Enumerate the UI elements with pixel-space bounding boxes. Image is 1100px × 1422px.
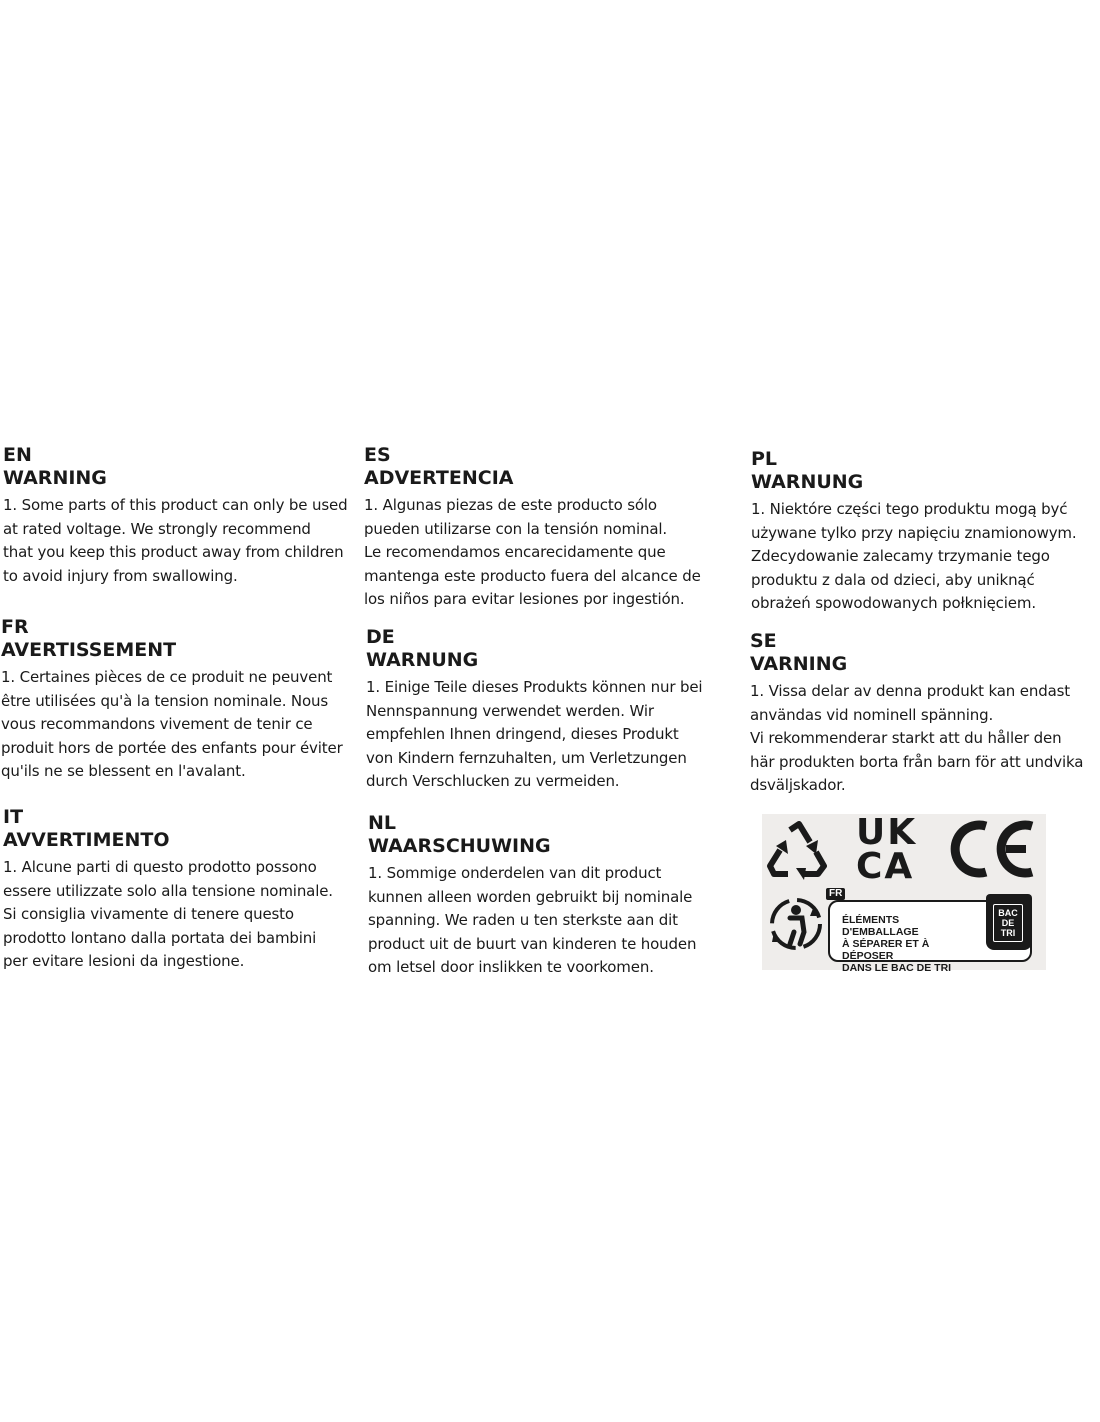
warning-text: 1. Sommige onderdelen van dit product kunnen alleen worden gebruikt bij nominale spanning. We raden u ten sterkste aan dit product uit de buurt van kinderen te houden om letsel door inslikken te voorkomen. <box>368 864 697 976</box>
section-de <box>366 626 726 794</box>
warning-text: 1. Vissa delar av denna produkt kan endast användas vid nominell spänning. Vi rekommenderar starkt att du håller den här produkten borta från barn för att undvika dsväljskador. <box>750 682 1084 794</box>
section-nl <box>368 812 728 980</box>
section-fr <box>1 616 357 784</box>
language-code: EN <box>3 444 32 466</box>
language-code: IT <box>3 806 24 828</box>
warning-text: 1. Einige Teile dieses Produkts können nur bei Nennspannung verwendet werden. Wir empfehlen Ihnen dringend, dieses Produkt von Kindern fernzuhalten, um Verletzungen durch Verschlucken zu vermeiden. <box>366 678 703 790</box>
language-code: SE <box>750 630 777 652</box>
ce-mark <box>948 818 1040 880</box>
warning-text: 1. Niektóre części tego produktu mogą być używane tylko przy napięciu znamionowym. Zdecydowanie zalecamy trzymanie tego produktu z dala od dzieci, aby uniknąć obrażeń spowodowanych połknięciem. <box>751 500 1077 612</box>
warning-title: WARNING <box>3 467 107 489</box>
warning-title: VARNING <box>750 653 848 675</box>
warning-title: AVERTISSEMENT <box>1 639 177 661</box>
warning-title: WAARSCHUWING <box>368 835 551 857</box>
section-pl <box>751 448 1097 616</box>
triman-icon <box>768 896 824 952</box>
warning-title: WARNUNG <box>366 649 479 671</box>
language-code: PL <box>751 448 778 470</box>
section-en <box>3 444 355 588</box>
fr-sorting-text: ÉLÉMENTS D'EMBALLAGE À SÉPARER ET À DÉPOSER DANS LE BAC DE TRI <box>842 914 952 974</box>
warning-title: ADVERTENCIA <box>364 467 514 489</box>
warning-title: AVVERTIMENTO <box>3 829 170 851</box>
warning-text: 1. Some parts of this product can only be used at rated voltage. We strongly recommend that you keep this product away from children to avoid injury from swallowing. <box>3 496 348 585</box>
warning-text: 1. Algunas piezas de este producto sólo pueden utilizarse con la tensión nominal. Le recomendamos encarecidamente que mantenga este producto fuera del alcance de los niños para evitar lesiones por ingestión. <box>364 496 701 608</box>
language-code: DE <box>366 626 395 648</box>
sorting-bin-icon <box>986 894 1032 950</box>
fr-sorting-info <box>826 888 1036 974</box>
warning-text: 1. Certaines pièces de ce produit ne peuvent être utilisées qu'à la tension nominale. Nous vous recommandons vivement de tenir ce produit hors de portée des enfants pour éviter qu'ils ne se blessent en l'avalant. <box>1 668 343 780</box>
fr-tag: FR <box>826 888 845 900</box>
section-se <box>750 630 1098 798</box>
language-code: ES <box>364 444 391 466</box>
recycle-triangle-icon <box>766 820 832 882</box>
ukca-line2: CA <box>856 846 915 887</box>
language-code: NL <box>368 812 397 834</box>
section-es <box>364 444 724 612</box>
ukca-mark <box>856 812 924 887</box>
bin-label: BAC DE TRI <box>993 904 1023 942</box>
language-code: FR <box>1 616 29 638</box>
section-it <box>3 806 353 974</box>
warning-text: 1. Alcune parti di questo prodotto possono essere utilizzate solo alla tensione nominale. Si consiglia vivamente di tenere questo prodotto lontano dalla portata dei bambini per evitare lesioni da ingestione. <box>3 858 333 970</box>
ukca-line1: UK <box>856 812 918 853</box>
warning-title: WARNUNG <box>751 471 864 493</box>
compliance-logos <box>762 812 1046 974</box>
